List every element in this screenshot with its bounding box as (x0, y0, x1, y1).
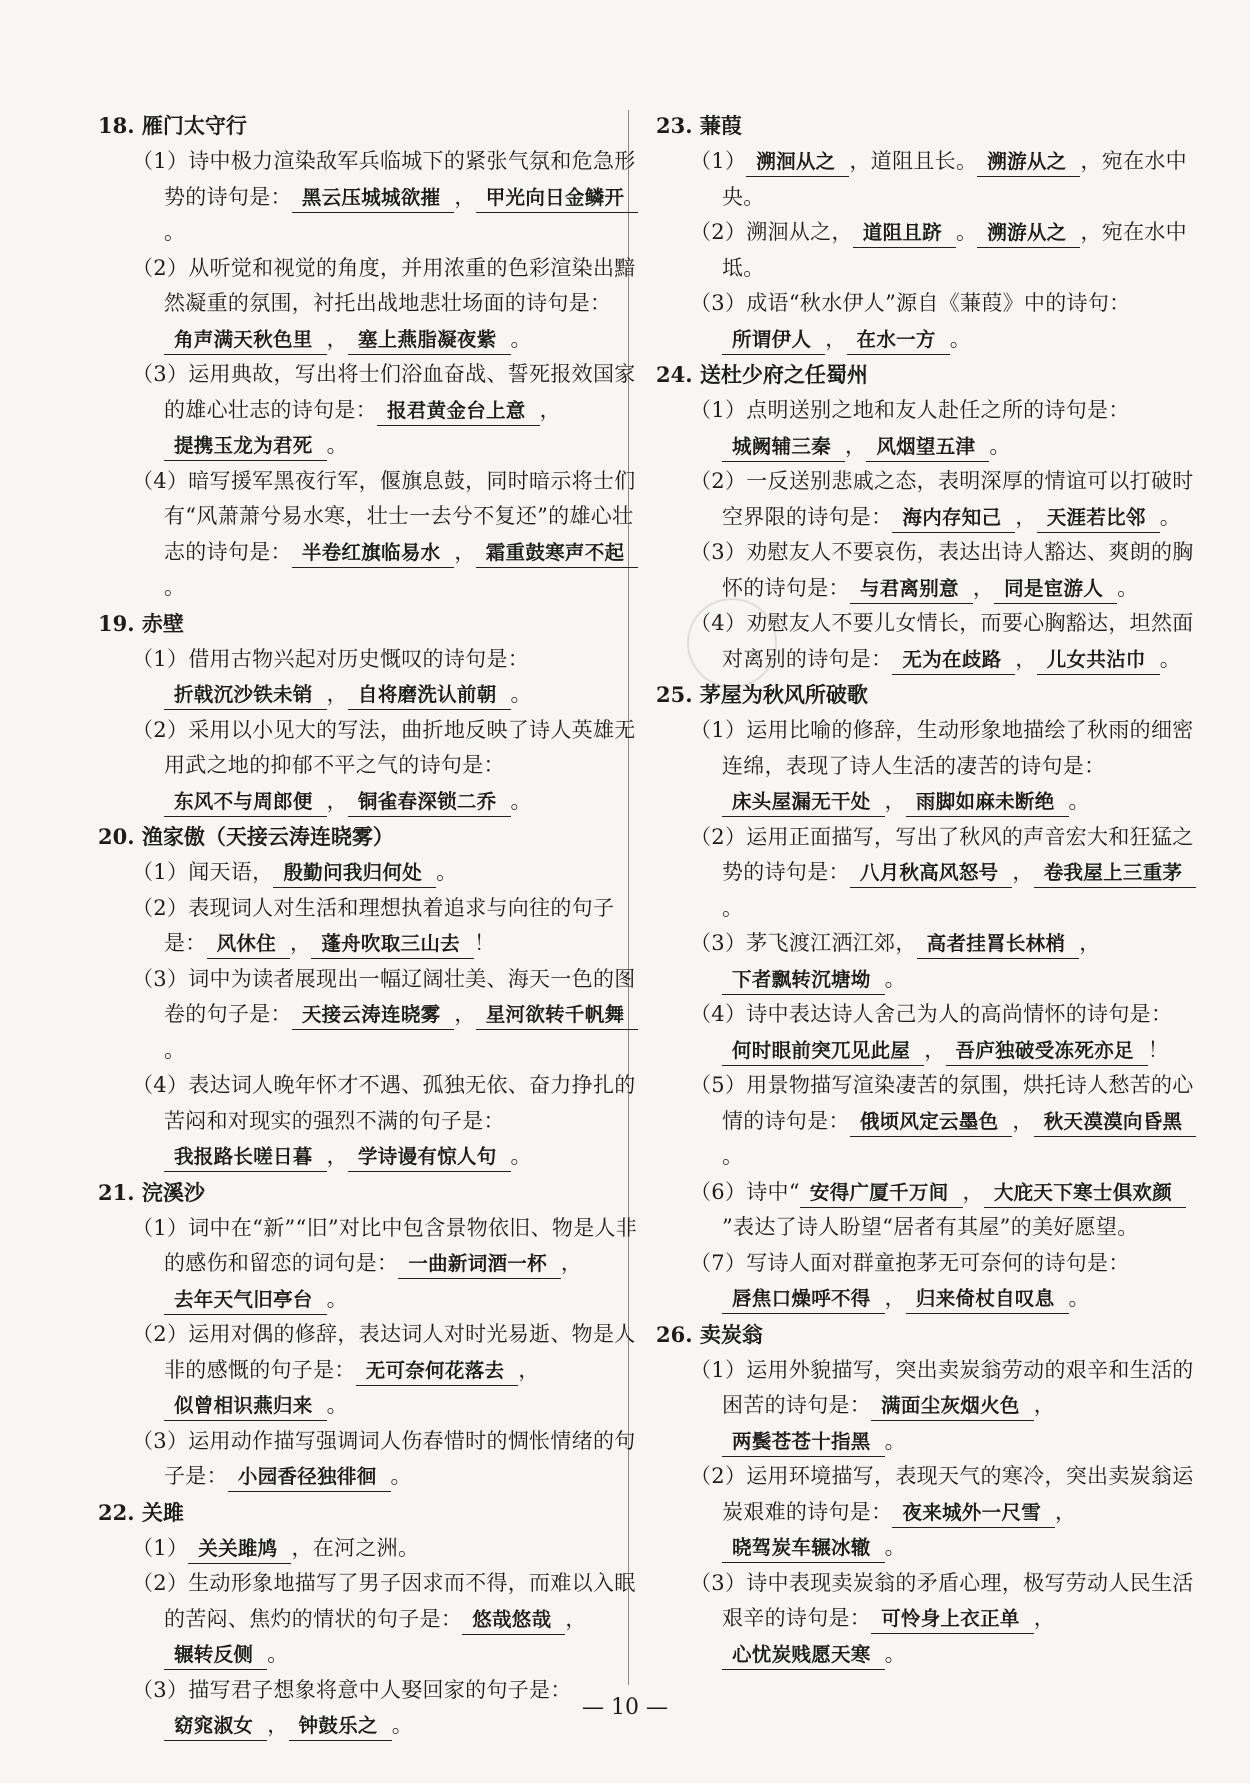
answer-blank: 提携玉龙为君死 (164, 432, 327, 461)
separator: ， (326, 1144, 348, 1168)
answer-blank: 霜重鼓寒声不起 (476, 539, 639, 568)
question-end: ，宛在水中坻。 (722, 220, 1187, 280)
right-column (656, 108, 1201, 1672)
question-end: 。 (884, 1641, 906, 1666)
answer-blank: 溯洄从之 (746, 148, 849, 177)
question-text: （2）采用以小见大的写法，曲折地反映了诗人英雄无用武之地的抑郁不平之气的诗句是： (132, 717, 636, 777)
answer-blank: 辗转反侧 (164, 1641, 267, 1670)
separator: ， (454, 1002, 476, 1026)
answer-blank: 与君离别意 (850, 575, 973, 604)
answer-blank: 自将磨洗认前朝 (348, 681, 511, 710)
question-end: 。 (884, 966, 906, 991)
answer-blank: 似曾相识燕归来 (164, 1392, 327, 1421)
section-title: 21. 浣溪沙 (98, 1179, 205, 1205)
separator: ， (924, 1037, 946, 1062)
section-title: 26. 卖炭翁 (656, 1321, 763, 1347)
answer-blank: 溯游从之 (977, 219, 1080, 248)
answer-blank: 儿女共沾巾 (1037, 646, 1160, 675)
answer-blank: 窈窕淑女 (164, 1712, 267, 1741)
question-text: （1）借用古物兴起对历史慨叹的诗句是： (132, 646, 530, 671)
answer-blank: 天接云涛连晓雾 (292, 1001, 455, 1030)
answer-blank: 报君黄金台上意 (377, 397, 540, 426)
separator: ， (1079, 931, 1101, 955)
question-text: （3）劝慰友人不要哀伤，表达出诗人豁达、爽朗的胸怀的诗句是： (690, 540, 1194, 600)
question-text: （3）运用典故，写出将士们浴血奋战、誓死报效国家的雄心壮志的诗句是： (132, 362, 636, 422)
question-end: 。 (510, 1144, 532, 1168)
answer-blank: 满面尘灰烟火色 (871, 1392, 1034, 1421)
answer-blank: 关关雎鸠 (188, 1535, 291, 1564)
question-item (98, 1424, 643, 1495)
question-end: 。 (326, 1286, 348, 1311)
question-end: 。 (884, 1535, 906, 1559)
left-column (98, 108, 643, 1744)
answer-blank: 天涯若比邻 (1037, 504, 1160, 533)
separator: ， (267, 1713, 289, 1737)
answer-blank: 东风不与周郎便 (164, 788, 327, 817)
question-text: （3）运用动作描写强调词人伤春惜时的惆怅情绪的句子是： (132, 1428, 636, 1488)
answer-blank: 溯游从之 (977, 148, 1080, 177)
question-text: （3）诗中表现卖炭翁的矛盾心理，极写劳动人民生活艰辛的诗句是： (690, 1570, 1194, 1630)
question-end: 。 (436, 860, 458, 884)
question-item (98, 1566, 643, 1673)
answer-blank: 卷我屋上三重茅 (1034, 859, 1197, 888)
question-item (656, 1566, 1201, 1673)
answer-blank: 归来倚杖自叹息 (906, 1285, 1069, 1314)
question-item (656, 1175, 1201, 1246)
question-text: （4）暗写援军黑夜行军，偃旗息鼓，同时暗示将士们有“风萧萧兮易水寒，壮士一去兮不复还”的雄心壮志的诗句是： (132, 468, 636, 564)
question-item (656, 713, 1201, 820)
question-end: 。 (510, 682, 532, 706)
answer-blank: 安得广厦千万间 (800, 1179, 963, 1208)
answer-blank: 铜雀春深锁二乔 (348, 788, 511, 817)
question-item (98, 1317, 643, 1424)
question-end: 。 (722, 1144, 744, 1168)
separator: ， (1033, 1606, 1056, 1630)
answer-blank: 无可奈何花落去 (356, 1357, 519, 1386)
page-number: — 10 — (582, 1695, 668, 1720)
question-text: （2）从听觉和视觉的角度，并用浓重的色彩渲染出黯然凝重的氛围，衬托出战地悲壮场面的诗句是： (132, 255, 636, 315)
answer-blank: 同是宦游人 (994, 575, 1117, 604)
question-item (98, 713, 643, 820)
section-title: 22. 关雎 (98, 1499, 184, 1525)
question-text: （1）诗中极力渲染敌军兵临城下的紧张气氛和危急形势的诗句是： (132, 149, 636, 209)
question-item (656, 1353, 1201, 1460)
question-item (656, 286, 1201, 357)
answer-blank: 在水一方 (847, 326, 950, 355)
question-item (656, 144, 1201, 215)
answer-blank: 道阻且跻 (853, 219, 956, 248)
question-text: （1）词中在“新”“旧”对比中包含景物依旧、物是人非的感伤和留恋的词句是： (132, 1215, 638, 1275)
answer-blank: 高者挂罥长林梢 (917, 930, 1080, 959)
separator: ， (1033, 1393, 1056, 1417)
section-title: 24. 送杜少府之任蜀州 (656, 362, 868, 387)
answer-blank: 无为在歧路 (892, 646, 1015, 675)
question-item (98, 357, 643, 464)
separator: ， (962, 1179, 984, 1204)
question-end: 。 (1117, 575, 1139, 600)
question-text: （3）茅飞渡江洒江郊， (690, 931, 917, 955)
question-end: 。 (390, 1464, 412, 1488)
answer-blank: 床头屋漏无干处 (722, 788, 885, 817)
question-end: 。 (164, 1037, 186, 1062)
question-text: （7）写诗人面对群童抱茅无可奈何的诗句是： (690, 1250, 1130, 1275)
question-end: 。 (326, 433, 348, 457)
answer-blank: 城阙辅三秦 (722, 433, 845, 462)
separator: ， (454, 539, 476, 564)
question-item (656, 606, 1201, 677)
answer-blank: 钟鼓乐之 (289, 1712, 392, 1741)
answer-blank: 下者飘转沉塘坳 (722, 966, 885, 995)
separator: ， (326, 682, 348, 706)
question-end: ”表达了诗人盼望“居者有其屋”的美好愿望。 (722, 1215, 1139, 1239)
question-item (656, 1246, 1201, 1317)
section-title: 25. 茅屋为秋风所破歌 (656, 682, 868, 707)
question-text: （1） (132, 1535, 189, 1560)
question-text: （6）诗中“ (690, 1179, 800, 1204)
question-item (656, 997, 1201, 1068)
separator: ， (454, 184, 476, 209)
question-end: 。 (1159, 504, 1182, 529)
question-end: 。 (1068, 789, 1090, 813)
question-text: （3）词中为读者展现出一幅辽阔壮美、海天一色的图卷的句子是： (132, 966, 636, 1026)
question-end: ！ (473, 931, 496, 955)
answer-blank: 夜来城外一尺雪 (892, 1499, 1055, 1528)
question-end: ，在河之洲。 (291, 1535, 420, 1560)
answer-blank: 我报路长嗟日暮 (164, 1143, 327, 1172)
answer-blank: 黑云压城城欲摧 (292, 184, 455, 213)
question-text: （5）用景物描写渲染凄苦的氛围，烘托诗人愁苦的心情的诗句是： (690, 1073, 1194, 1133)
answer-blank: 角声满天秋色里 (164, 326, 327, 355)
question-text: （3）描写君子想象将意中人娶回家的句子是： (132, 1677, 572, 1702)
separator: ， (972, 575, 995, 600)
question-item (98, 642, 643, 713)
question-end: ！ (1147, 1037, 1170, 1062)
answer-blank: 甲光向日金鳞开 (476, 184, 639, 213)
answer-blank: 雨脚如麻未断绝 (906, 788, 1069, 817)
separator: ， (1012, 1108, 1034, 1133)
question-text: （2）运用环境描写，表现天气的寒冷，突出卖炭翁运炭艰难的诗句是： (690, 1464, 1194, 1524)
question-text: （2）运用对偶的修辞，表达词人对时光易逝、物是人非的感慨的句子是： (132, 1322, 636, 1382)
section-title: 20. 渔家傲（天接云涛连晓雾） (98, 824, 394, 849)
question-text: （2）生动形象地描写了男子因求而不得，而难以入眠的苦闷、焦灼的情状的句子是： (132, 1571, 636, 1631)
question-end: 。 (510, 326, 532, 351)
separator: ， (1015, 504, 1037, 529)
question-item (98, 891, 643, 962)
answer-blank: 悠哉悠哉 (462, 1606, 565, 1635)
answer-blank: 可怜身上衣正单 (871, 1605, 1034, 1634)
answer-blank: 星河欲转千帆舞 (476, 1001, 639, 1030)
question-item (656, 926, 1201, 997)
question-end: 。 (1159, 646, 1182, 671)
question-text: （2）一反送别悲戚之态，表明深厚的情谊可以打破时空界限的诗句是： (690, 469, 1194, 529)
answer-blank: 蓬舟吹取三山去 (311, 930, 474, 959)
answer-blank: 一曲新词酒一杯 (398, 1250, 561, 1279)
separator: ， (845, 433, 867, 458)
question-end: 。 (955, 220, 978, 244)
question-end: ，道阻且长。 (849, 149, 978, 173)
question-end: 。 (391, 1713, 414, 1737)
answer-blank: 俄顷风定云墨色 (850, 1108, 1013, 1137)
question-text: （1）闻天语， (132, 860, 274, 884)
question-item (98, 855, 643, 891)
question-text: （1）点明送别之地和友人赴任之所的诗句是： (690, 398, 1130, 422)
answer-blank: 两鬓苍苍十指黑 (722, 1428, 885, 1457)
separator: ， (1055, 1499, 1077, 1524)
question-item (98, 144, 643, 251)
question-item (656, 215, 1201, 286)
question-text: （2）表现词人对生活和理想执着追求与向往的句子是： (132, 895, 615, 955)
question-end: 。 (267, 1642, 289, 1666)
question-item (98, 251, 643, 358)
answer-blank: 所谓伊人 (722, 326, 825, 355)
question-text: （4）诗中表达诗人舍己为人的高尚情怀的诗句是： (690, 1002, 1173, 1026)
answer-blank: 海内存知己 (892, 504, 1015, 533)
separator: ， (884, 1286, 906, 1310)
question-item (656, 535, 1201, 606)
question-item (656, 820, 1201, 927)
question-item (656, 393, 1201, 464)
separator: ， (1012, 860, 1034, 884)
answer-blank: 去年天气旧亭台 (164, 1286, 327, 1315)
answer-blank: 殷勤问我归何处 (273, 859, 436, 888)
separator: ， (560, 1251, 583, 1275)
question-item (656, 464, 1201, 535)
question-end: 。 (722, 895, 744, 920)
answer-blank: 大庇天下寒士俱欢颜 (984, 1179, 1186, 1208)
answer-blank: 学诗谩有惊人句 (348, 1143, 511, 1172)
separator: ， (539, 397, 561, 422)
answer-blank: 风烟望五津 (866, 433, 989, 462)
question-end: 。 (326, 1393, 348, 1417)
answer-blank: 八月秋高风怒号 (850, 859, 1013, 888)
separator: ， (825, 326, 847, 351)
question-item (656, 1459, 1201, 1566)
question-end: 。 (884, 1428, 906, 1453)
question-text: （1）运用外貌描写，突出卖炭翁劳动的艰辛和生活的困苦的诗句是： (690, 1357, 1194, 1417)
question-end: ，宛在水中央。 (722, 149, 1187, 209)
separator: ， (326, 326, 348, 351)
question-text: （1）运用比喻的修辞，生动形象地描绘了秋雨的细密连绵，表现了诗人生活的凄苦的诗句是： (690, 718, 1194, 778)
separator: ， (1015, 646, 1037, 671)
answer-blank: 吾庐独破受冻死亦足 (946, 1037, 1148, 1066)
separator: ， (290, 931, 312, 955)
question-item (98, 1068, 643, 1175)
answer-blank: 秋天漠漠向昏黑 (1034, 1108, 1197, 1137)
answer-blank: 塞上燕脂凝夜紫 (348, 326, 511, 355)
section-title: 19. 赤壁 (98, 610, 184, 636)
question-item (98, 962, 643, 1069)
question-text: （4）表达词人晚年怀才不遇、孤独无依、奋力挣扎的苦闷和对现实的强烈不满的句子是： (132, 1073, 636, 1133)
question-item (98, 1211, 643, 1318)
separator: ， (518, 1357, 540, 1382)
answer-blank: 半卷红旗临易水 (292, 539, 455, 568)
question-text: （2）运用正面描写，写出了秋风的声音宏大和狂猛之势的诗句是： (690, 824, 1194, 884)
question-text: （4）劝慰友人不要儿女情长，而要心胸豁达，坦然面对离别的诗句是： (690, 611, 1194, 671)
answer-blank: 风休住 (207, 930, 290, 959)
answer-blank: 小园香径独徘徊 (228, 1463, 391, 1492)
answer-blank: 晓驾炭车辗冰辙 (722, 1534, 885, 1563)
question-item (98, 464, 643, 606)
separator: ， (565, 1606, 587, 1631)
question-text: （1） (690, 149, 747, 173)
question-text: （2）溯洄从之， (690, 220, 853, 244)
answer-blank: 何时眼前突兀见此屋 (722, 1037, 924, 1066)
answer-blank: 唇焦口燥呼不得 (722, 1285, 885, 1314)
question-end: 。 (1068, 1286, 1090, 1310)
answer-blank: 心忧炭贱愿天寒 (722, 1641, 885, 1670)
question-end: 。 (949, 326, 972, 351)
question-item (98, 1531, 643, 1567)
question-end: 。 (164, 220, 186, 244)
question-item (656, 1068, 1201, 1175)
answer-blank: 折戟沉沙铁未销 (164, 681, 327, 710)
question-text: （3）成语“秋水伊人”源自《蒹葭》中的诗句： (690, 291, 1131, 315)
section-title: 23. 蒹葭 (656, 113, 742, 138)
separator: ， (326, 788, 348, 813)
separator: ， (884, 789, 906, 813)
section-title: 18. 雁门太守行 (98, 113, 247, 138)
question-end: 。 (989, 433, 1011, 458)
question-end: 。 (164, 575, 186, 599)
question-end: 。 (510, 788, 532, 813)
